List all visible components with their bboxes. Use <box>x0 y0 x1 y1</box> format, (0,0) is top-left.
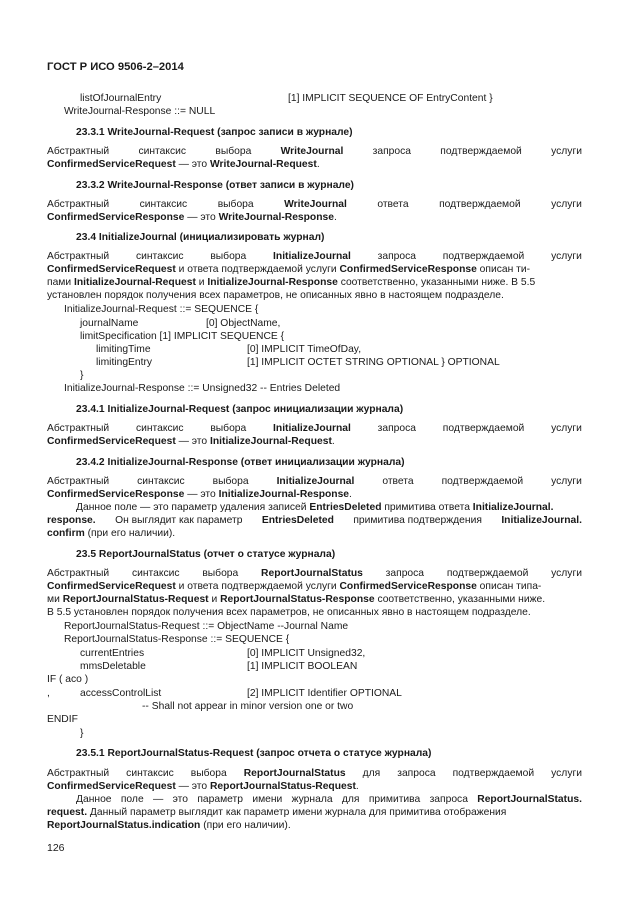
paragraph-line: Абстрактный синтаксис выбора InitializeJournal запроса подтверждаемой услуги <box>47 423 582 434</box>
paragraph-line: Абстрактный синтаксис выбора ReportJournalStatus запроса подтверждаемой услуги <box>47 568 582 579</box>
code-line: [0] IMPLICIT TimeOfDay, <box>247 344 362 355</box>
code-line: listOfJournalEntry <box>80 93 162 104</box>
paragraph-line: Данное поле — это параметр имени журнала для примитива запроса ReportJournalStatus. <box>76 794 582 805</box>
section-heading: 23.4 InitializeJournal (инициализировать журнал) <box>76 232 325 243</box>
code-line: currentEntries <box>80 648 145 659</box>
code-line: } <box>80 728 84 739</box>
section-heading: 23.3.1 WriteJournal-Request (запрос записи в журнале) <box>76 127 353 138</box>
code-line: } <box>80 370 84 381</box>
paragraph-line: Абстрактный синтаксис выбора InitializeJournal ответа подтверждаемой услуги <box>47 476 582 487</box>
paragraph-line: response. Он выглядит как параметр EntriesDeleted примитива подтверждения InitializeJournal. <box>47 515 582 526</box>
paragraph-line: Абстрактный синтаксис выбора InitializeJournal запроса подтверждаемой услуги <box>47 251 582 262</box>
code-line: [2] IMPLICIT Identifier OPTIONAL <box>247 688 402 699</box>
section-heading: 23.5.1 ReportJournalStatus-Request (запрос отчета о статусе журнала) <box>76 748 432 759</box>
code-line: ENDIF <box>47 714 78 725</box>
section-heading: 23.4.2 InitializeJournal-Response (ответ инициализации журнала) <box>76 457 405 468</box>
paragraph-line: ConfirmedServiceRequest и ответа подтверждаемой услуги ConfirmedServiceResponse описан типа- <box>47 581 542 592</box>
code-line: limitingEntry <box>96 357 153 368</box>
paragraph-line: пами InitializeJournal-Request и InitializeJournal-Response соответственно, указанными ниже. В 5.5 <box>47 277 536 288</box>
code-line: ReportJournalStatus-Response ::= SEQUENCE { <box>64 634 290 645</box>
section-heading: 23.3.2 WriteJournal-Response (ответ записи в журнале) <box>76 180 354 191</box>
paragraph-line: ConfirmedServiceResponse — это WriteJournal-Response. <box>47 212 337 223</box>
code-line: [1] IMPLICIT SEQUENCE OF EntryContent } <box>288 93 493 104</box>
paragraph-line: ConfirmedServiceRequest — это ReportJournalStatus-Request. <box>47 781 359 792</box>
section-heading: 23.4.1 InitializeJournal-Request (запрос инициализации журнала) <box>76 404 404 415</box>
code-line: accessControlList <box>80 688 162 699</box>
paragraph-line: ReportJournalStatus.indication (при его наличии). <box>47 820 291 831</box>
code-comment: -- Shall not appear in minor version one or two <box>142 701 354 712</box>
code-line: [0] ObjectName, <box>206 318 281 329</box>
paragraph-line: ConfirmedServiceRequest — это InitializeJournal-Request. <box>47 436 335 447</box>
code-line: IF ( aco ) <box>47 674 89 685</box>
code-line: [1] IMPLICIT BOOLEAN <box>247 661 358 672</box>
paragraph-line: ConfirmedServiceRequest — это WriteJournal-Request. <box>47 159 320 170</box>
paragraph-line: Абстрактный синтаксис выбора WriteJournal запроса подтверждаемой услуги <box>47 146 582 157</box>
paragraph-line: В 5.5 установлен порядок получения всех параметров, не описанных явно в настоящем подразделе. <box>47 607 531 618</box>
paragraph-line: confirm (при его наличии). <box>47 528 176 539</box>
code-line: [1] IMPLICIT OCTET STRING OPTIONAL } OPTIONAL <box>247 357 500 368</box>
section-heading: 23.5 ReportJournalStatus (отчет о статусе журнала) <box>76 549 336 560</box>
code-line: ReportJournalStatus-Request ::= ObjectName --Journal Name <box>64 621 349 632</box>
code-line: limitingTime <box>96 344 151 355</box>
code-line: journalName <box>80 318 139 329</box>
paragraph-line: ми ReportJournalStatus-Request и ReportJournalStatus-Response соответственно, указанными ниже. <box>47 594 546 605</box>
paragraph-line: Данное поле — это параметр удаления записей EntriesDeleted примитива ответа InitializeJournal. <box>76 502 554 513</box>
page-number: 126 <box>47 842 65 854</box>
paragraph-line: установлен порядок получения всех параметров, не описанных явно в настоящем подразделе. <box>47 290 504 301</box>
paragraph-line: Абстрактный синтаксис выбора WriteJournal ответа подтверждаемой услуги <box>47 199 582 210</box>
paragraph-line: request. Данный параметр выглядит как параметр имени журнала для примитива отображения <box>47 807 507 818</box>
code-line: InitializeJournal-Request ::= SEQUENCE { <box>64 304 259 315</box>
code-line: InitializeJournal-Response ::= Unsigned32 -- Entries Deleted <box>64 383 341 394</box>
paragraph-line: ConfirmedServiceRequest и ответа подтверждаемой услуги ConfirmedServiceResponse описан ти- <box>47 264 531 275</box>
code-line: limitSpecification [1] IMPLICIT SEQUENCE { <box>80 331 285 342</box>
code-line: mmsDeletable <box>80 661 146 672</box>
paragraph-line: ConfirmedServiceResponse — это InitializeJournal-Response. <box>47 489 352 500</box>
document-header: ГОСТ Р ИСО 9506-2–2014 <box>47 61 184 73</box>
code-line: WriteJournal-Response ::= NULL <box>64 106 216 117</box>
code-line: , <box>47 688 50 699</box>
code-line: [0] IMPLICIT Unsigned32, <box>247 648 366 659</box>
paragraph-line: Абстрактный синтаксис выбора ReportJournalStatus для запроса подтверждаемой услуги <box>47 768 582 779</box>
